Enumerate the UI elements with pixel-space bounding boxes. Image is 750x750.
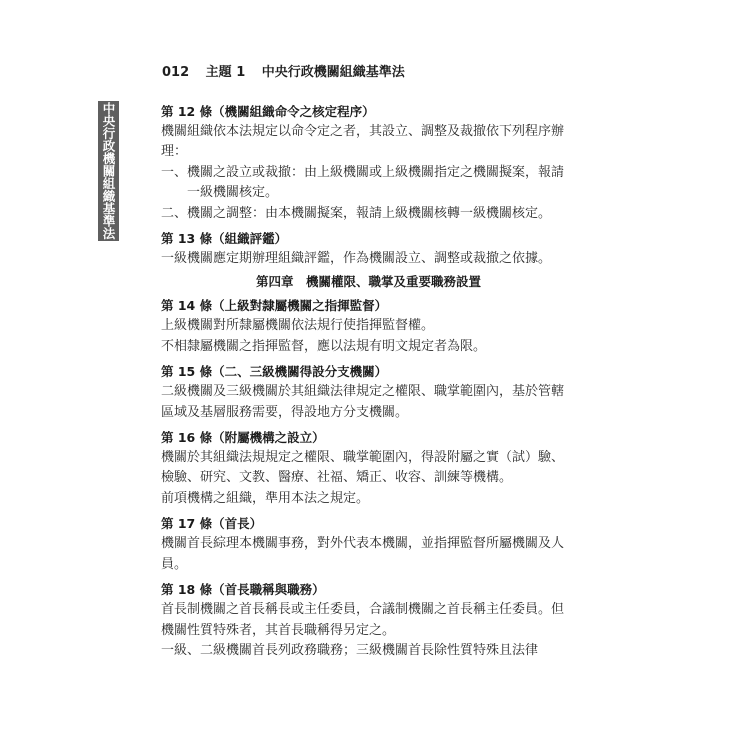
article-paragraph: 前項機構之組織，準用本法之規定。 (161, 490, 370, 506)
chapter-heading: 第四章 機關權限、職掌及重要職務設置 (255, 274, 481, 290)
list-item-text: 機關之設立或裁撤：由上級機關或上級機關指定之機關擬案，報請一級機關核定。 (187, 164, 565, 201)
article-12 (161, 102, 566, 224)
article-paragraph: 二級機關及三級機關於其組織法律規定之權限、職掌範圍內，基於管轄區域及基層服務需要，得設地方分支機關。 (161, 384, 565, 420)
article-paragraph: 機關首長綜理本機關事務，對外代表本機關，並指揮監督所屬機關及人員。 (161, 536, 565, 572)
page-number: 012 (162, 65, 190, 80)
article-paragraph: 上級機關對所隸屬機關依法規行使指揮監督權。 (161, 318, 435, 334)
page-header (162, 61, 405, 80)
side-tab: 中央行政機關組織基準法 (98, 101, 119, 241)
list-item-text: 機關之調整：由本機關擬案，報請上級機關核轉一級機關核定。 (187, 205, 552, 221)
article-15 (161, 362, 566, 423)
article-paragraph: 一級、二級機關首長列政務職務；三級機關首長除性質特殊且法律 (161, 642, 539, 658)
article-title: 第 16 條（附屬機構之設立） (161, 430, 325, 446)
article-17 (161, 514, 566, 575)
article-paragraph: 機關於其組織法規規定之權限、職掌範圍內，得設附屬之實（試）驗、檢驗、研究、文教、醫療、社福、矯正、收容、訓練等機構。 (161, 450, 565, 486)
article-paragraph: 機關組織依本法規定以命令定之者，其設立、調整及裁撤依下列程序辦理： (161, 124, 565, 160)
article-paragraph: 不相隸屬機關之指揮監督，應以法規有明文規定者為限。 (161, 338, 487, 354)
list-item (161, 204, 566, 224)
article-title: 第 12 條（機關組織命令之核定程序） (161, 104, 375, 119)
list-marker: 一、 (161, 164, 188, 180)
article-paragraph: 一級機關應定期辦理組織評鑑，作為機關設立、調整或裁撤之依據。 (161, 251, 552, 267)
article-13 (161, 229, 566, 269)
article-title: 第 17 條（首長） (161, 516, 263, 532)
list-item (161, 163, 566, 204)
article-18 (161, 580, 566, 661)
article-14 (161, 296, 566, 357)
header-title: 中央行政機關組織基準法 (261, 65, 405, 80)
article-title: 第 13 條（組織評鑑） (161, 231, 288, 247)
article-title: 第 15 條（二、三級機關得設分支機關） (161, 364, 388, 380)
article-16 (161, 428, 566, 509)
article-paragraph: 首長制機關之首長稱長或主任委員，合議制機關之首長稱主任委員。但機關性質特殊者，其首長職稱得另定之。 (161, 602, 565, 638)
topic-label: 主題 1 (205, 65, 246, 80)
list-marker: 二、 (161, 205, 188, 221)
article-title: 第 18 條（首長職稱與職務） (161, 582, 325, 598)
article-title: 第 14 條（上級對隸屬機關之指揮監督） (161, 298, 388, 314)
page-content (161, 102, 566, 661)
